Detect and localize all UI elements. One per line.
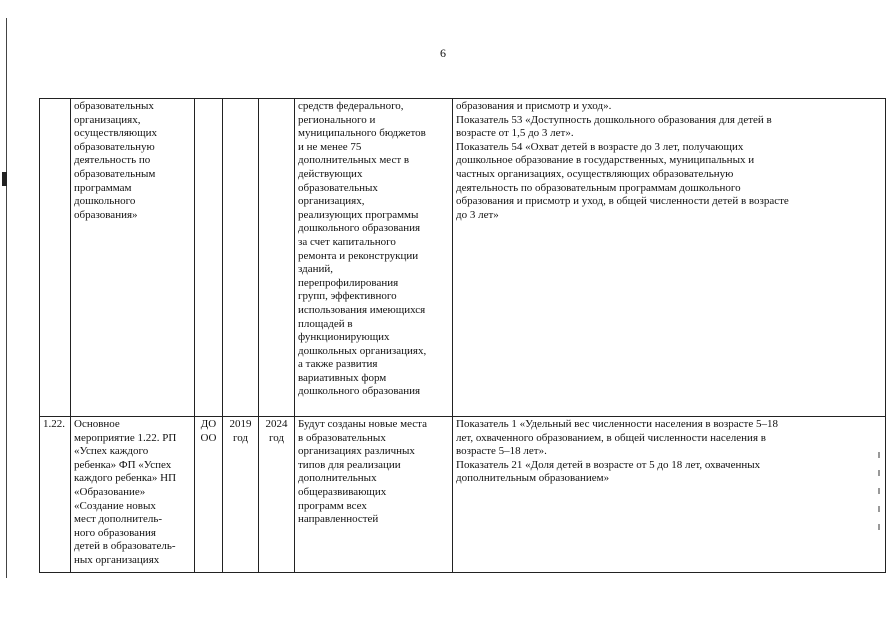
row-number-cell bbox=[40, 99, 71, 417]
start-year-cell bbox=[223, 99, 259, 417]
end-year-cell: 2024 год bbox=[259, 417, 295, 573]
row-number-cell: 1.22. bbox=[40, 417, 71, 573]
program-activities-table bbox=[39, 98, 886, 573]
expected-result-cell: средств федерального, регионального и муниципального бюджетов и не менее 75 дополнительных мест в действующих образовательных организациях, реализующих программы дошкольного образования за счет капитального ремонта и реконструкции зданий, перепрофилирования групп, эффективного использования имеющихся площадей в функционирующих дошкольных организациях, а также развития вариативных форм дошкольного образования bbox=[295, 99, 453, 417]
start-year-cell: 2019 год bbox=[223, 417, 259, 573]
activity-name-cell: Основное мероприятие 1.22. РП «Успех каждого ребенка» ФП «Успех каждого ребенка» НП «Образование» «Создание новых мест дополнитель- ного образования детей в образователь- ных организациях bbox=[71, 417, 195, 573]
expected-result-cell: Будут созданы новые места в образовательных организациях различных типов для реализации дополнительных общеразвивающих программ всех направленностей bbox=[295, 417, 453, 573]
scan-margin-line bbox=[6, 18, 7, 578]
page-number: 6 bbox=[440, 46, 446, 60]
activity-name-cell: образовательных организациях, осуществляющих образовательную деятельность по образовательным программам дошкольного образования» bbox=[71, 99, 195, 417]
table-row bbox=[40, 417, 886, 573]
scan-margin-mark bbox=[2, 172, 7, 186]
executor-cell bbox=[195, 99, 223, 417]
executor-cell: ДО ОО bbox=[195, 417, 223, 573]
end-year-cell bbox=[259, 99, 295, 417]
indicators-cell: образования и присмотр и уход». Показатель 53 «Доступность дошкольного образования для детей в возрасте от 1,5 до 3 лет». Показатель 54 «Охват детей в возрасте до 3 лет, получающих дошкольное образование в государственных, муниципальных и частных организациях, осуществляющих образовательную деятельность по образовательным программам дошкольного образования и присмотр и уход, в общей численности детей в возрасте до 3 лет» bbox=[453, 99, 886, 417]
table-row bbox=[40, 99, 886, 417]
indicators-cell: Показатель 1 «Удельный вес численности населения в возрасте 5–18 лет, охваченного образованием, в общей численности населения в возрасте 5–18 лет». Показатель 21 «Доля детей в возрасте от 5 до 18 лет, охваченных дополнительным образованием» bbox=[453, 417, 886, 573]
